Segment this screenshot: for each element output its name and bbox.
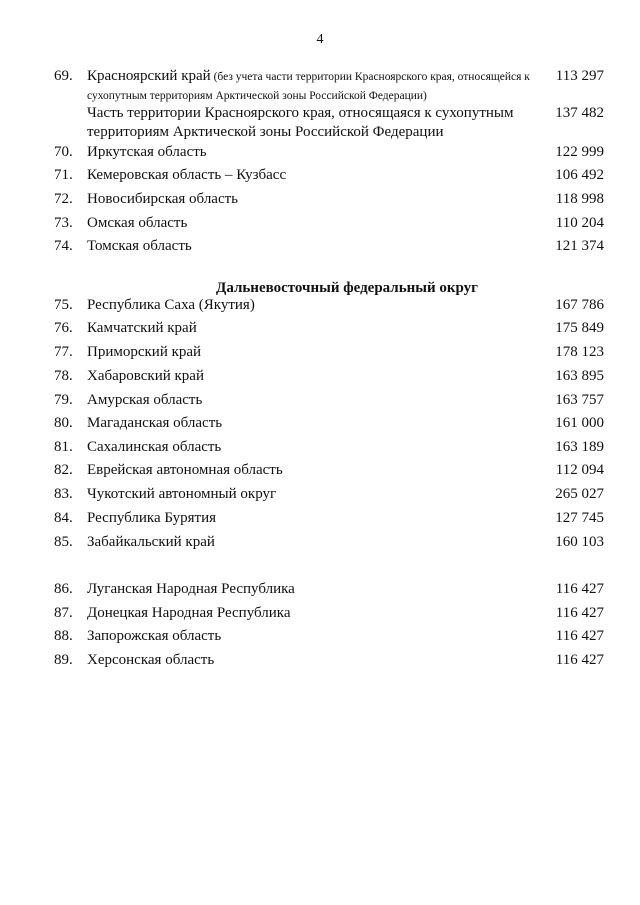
region-name: Омская область [87,215,188,231]
region-value: 137 482 [555,105,604,121]
region-value: 178 123 [555,344,604,360]
region-name: Часть территории Красноярского края, относящаяся к сухопутным территориям Арктической зоны Российской Федерации [87,105,514,140]
section-heading: Дальневосточный федеральный округ [216,280,478,296]
region-value: 163 189 [555,439,604,455]
row-number: 88. [54,628,73,644]
row-number: 72. [54,191,73,207]
region-name: Кемеровская область – Кузбасс [87,167,287,183]
region-name: Магаданская область [87,415,223,431]
region-name: Камчатский край [87,320,197,336]
region-name: Донецкая Народная Республика [87,605,291,621]
row-number: 75. [54,297,73,313]
row-number: 85. [54,534,73,550]
region-name: Томская область [87,238,192,254]
row-number: 77. [54,344,73,360]
region-value: 127 745 [555,510,604,526]
region-name: Хабаровский край [87,368,204,384]
row-number: 84. [54,510,73,526]
row-number: 80. [54,415,73,431]
region-value: 121 374 [555,238,604,254]
region-name: Республика Саха (Якутия) [87,297,255,313]
page-number: 4 [316,32,324,47]
region-value: 112 094 [555,462,604,478]
region-name: Амурская область [87,392,203,408]
region-value: 163 895 [555,368,604,384]
row-number: 70. [54,144,73,160]
region-note: (без учета части территории Красноярского края, относящейся к сухопутным территориям Арктической зоны Российской Федерации) [87,71,530,102]
region-value: 163 757 [555,392,604,408]
region-value: 160 103 [555,534,604,550]
region-value: 106 492 [555,167,604,183]
region-name: Новосибирская область [87,191,239,207]
region-value: 110 204 [555,215,604,231]
row-number: 78. [54,368,73,384]
row-number: 86. [54,581,73,597]
region-name [87,67,542,105]
region-value: 161 000 [555,415,604,431]
region-value: 265 027 [555,486,604,502]
region-value: 116 427 [555,581,604,597]
region-name: Херсонская область [87,652,215,668]
region-value: 118 998 [555,191,604,207]
region-name: Чукотский автономный округ [87,486,277,502]
row-number: 76. [54,320,73,336]
row-number: 71. [54,167,73,183]
row-number: 82. [54,462,73,478]
region-name: Иркутская область [87,144,207,160]
region-name-main: Красноярский край [87,68,211,84]
row-number: 69. [54,68,73,84]
row-number: 73. [54,215,73,231]
region-name: Еврейская автономная область [87,462,283,478]
row-number: 74. [54,238,73,254]
region-name: Забайкальский край [87,534,215,550]
region-value: 113 297 [555,68,604,84]
region-value: 175 849 [555,320,604,336]
region-value: 116 427 [555,605,604,621]
region-value: 122 999 [555,144,604,160]
region-name: Запорожская область [87,628,222,644]
region-name: Приморский край [87,344,202,360]
region-value: 116 427 [555,652,604,668]
region-name: Сахалинская область [87,439,222,455]
region-name: Республика Бурятия [87,510,217,526]
row-number: 87. [54,605,73,621]
row-number: 89. [54,652,73,668]
row-number: 79. [54,392,73,408]
row-number: 81. [54,439,73,455]
region-name: Луганская Народная Республика [87,581,295,597]
region-value: 116 427 [555,628,604,644]
row-number: 83. [54,486,73,502]
region-value: 167 786 [555,297,604,313]
